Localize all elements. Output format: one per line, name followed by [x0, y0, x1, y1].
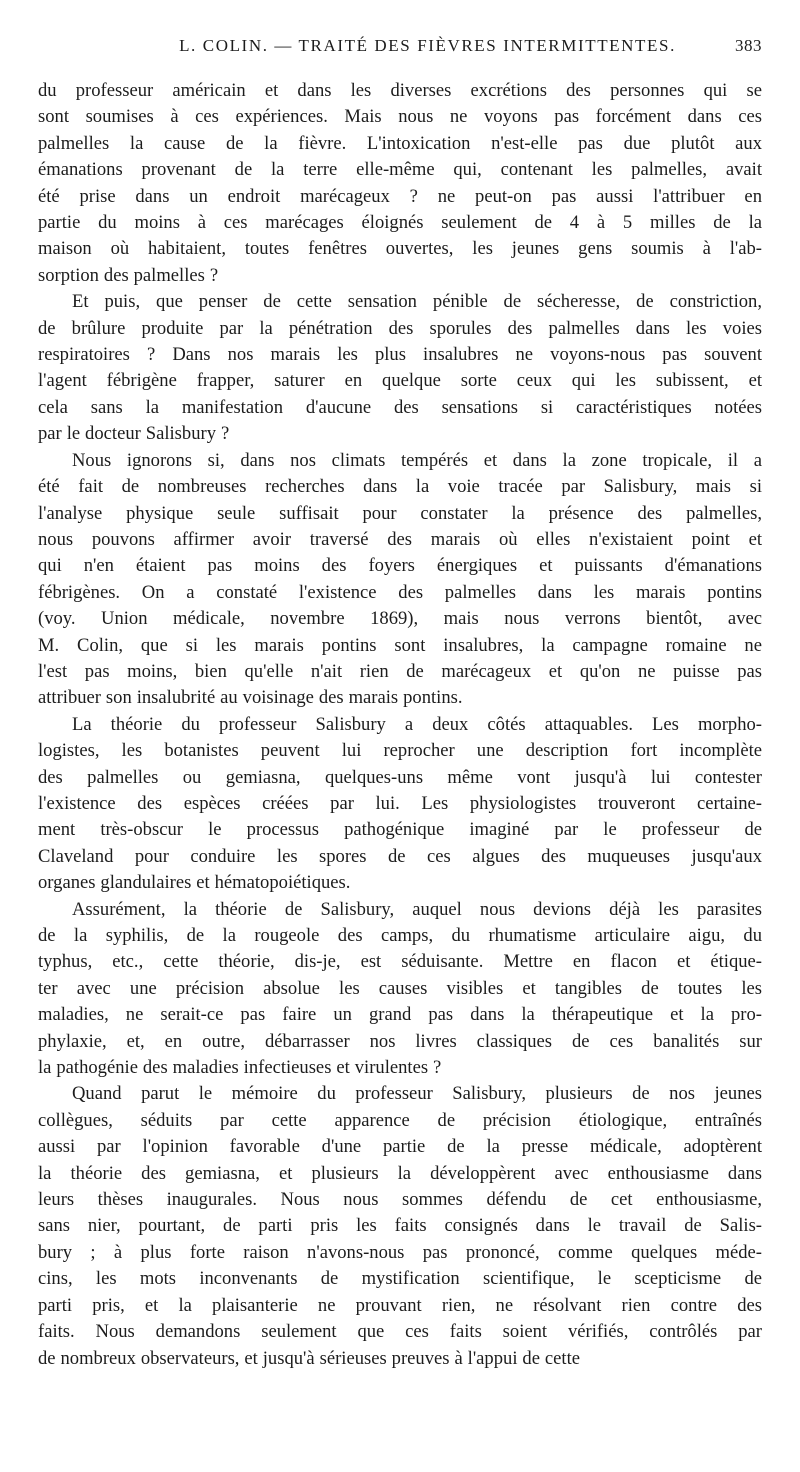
text-line: bury ; à plus forte raison n'avons-nous pas prononcé, comme quelques méde-: [38, 1241, 762, 1263]
text-line: fébrigènes. On a constaté l'existence des palmelles dans les marais pontins: [38, 581, 762, 603]
text-line: logistes, les botanistes peuvent lui reprocher une description fort incomplète: [38, 740, 762, 762]
text-line: maladies, ne serait-ce pas faire un grand pas dans la thérapeutique et la pro-: [38, 1004, 762, 1026]
text-line: des palmelles ou gemiasna, quelques-uns même vont jusqu'à lui contester: [38, 766, 762, 788]
paragraph: [38, 448, 762, 712]
text-line: attribuer son insalubrité au voisinage des marais pontins.: [38, 687, 463, 709]
text-line: Et puis, que penser de cette sensation pénible de sécheresse, de constriction,: [72, 291, 762, 313]
paragraph: [38, 897, 762, 1082]
text-line: Assurément, la théorie de Salisbury, auquel nous devions déjà les parasites: [72, 898, 762, 920]
text-line: collègues, séduits par cette apparence de précision étiologique, entraînés: [38, 1109, 762, 1131]
running-title: L. COLIN. — TRAITÉ DES FIÈVRES INTERMITTENTES.: [179, 36, 676, 55]
text-line: Quand parut le mémoire du professeur Salisbury, plusieurs de nos jeunes: [72, 1083, 762, 1105]
text-line: typhus, etc., cette théorie, dis-je, est séduisante. Mettre en flacon et étique-: [38, 951, 762, 973]
text-line: qui n'en étaient pas moins des foyers énergiques et puissants d'émanations: [38, 555, 762, 577]
text-line: ment très-obscur le processus pathogénique imaginé par le professeur de: [38, 819, 762, 841]
paragraph: [38, 78, 762, 289]
text-line: la pathogénie des maladies infectieuses et virulentes ?: [38, 1057, 442, 1079]
text-line: organes glandulaires et hématopoiétiques.: [38, 872, 351, 894]
paragraph: [38, 1081, 762, 1371]
text-line: de nombreux observateurs, et jusqu'à sérieuses preuves à l'appui de cette: [38, 1347, 581, 1369]
text-line: l'analyse physique seule suffisait pour constater la présence des palmelles,: [38, 502, 762, 524]
text-line: phylaxie, et, en outre, débarrasser nos livres classiques de ces banalités sur: [38, 1030, 762, 1052]
text-line: de la syphilis, de la rougeole des camps, du rhumatisme articulaire aigu, du: [38, 925, 762, 946]
text-line: l'existence des espèces créées par lui. Les physiologistes trouveront certaine-: [38, 792, 762, 814]
body-text: [38, 78, 762, 1372]
text-line: palmelles la cause de la fièvre. L'intoxication n'est-elle pas due plutôt aux: [38, 132, 762, 154]
text-line: Claveland pour conduire les spores de ces algues des muqueuses jusqu'aux: [38, 845, 762, 867]
text-line: Nous ignorons si, dans nos climats tempérés et dans la zone tropicale, il a: [72, 449, 762, 471]
text-line: respiratoires ? Dans nos marais les plus insalubres ne voyons-nous pas souvent: [38, 344, 762, 366]
text-line: cins, les mots inconvenants de mystification scientifique, le scepticisme de: [38, 1268, 762, 1290]
paragraph: [38, 289, 762, 447]
text-line: leurs thèses inaugurales. Nous nous sommes défendu de cet enthousiasme,: [38, 1189, 762, 1211]
text-line: ter avec une précision absolue les causes visibles et tangibles de toutes les: [38, 977, 762, 999]
text-line: aussi par l'opinion favorable d'une partie de la presse médicale, adoptèrent: [38, 1136, 762, 1158]
text-line: de brûlure produite par la pénétration des sporules des palmelles dans les voies: [38, 317, 762, 339]
text-line: M. Colin, que si les marais pontins sont insalubres, la campagne romaine ne: [38, 634, 762, 656]
text-line: par le docteur Salisbury ?: [38, 423, 230, 445]
text-line: faits. Nous demandons seulement que ces faits soient vérifiés, contrôlés par: [38, 1321, 762, 1343]
text-line: été prise dans un endroit marécageux ? ne peut-on pas aussi l'attribuer en: [38, 185, 762, 207]
text-line: l'est pas moins, bien qu'elle n'ait rien de marécageux et qu'on ne puisse pas: [38, 660, 762, 682]
paragraph: [38, 712, 762, 897]
text-line: sans nier, pourtant, de parti pris les faits consignés dans le travail de Salis-: [38, 1215, 762, 1237]
text-line: l'agent fébrigène frapper, saturer en quelque sorte ceux qui les subissent, et: [38, 370, 762, 392]
text-line: La théorie du professeur Salisbury a deux côtés attaquables. Les morpho-: [72, 713, 762, 735]
text-line: sont soumises à ces expériences. Mais nous ne voyons pas forcément dans ces: [38, 106, 762, 128]
text-line: cela sans la manifestation d'aucune des sensations si caractéristiques notées: [38, 396, 762, 418]
page-number: 383: [735, 36, 762, 55]
text-line: partie du moins à ces marécages éloignés seulement de 4 à 5 milles de la: [38, 212, 762, 234]
text-line: émanations provenant de la terre elle-même qui, contenant les palmelles, avait: [38, 159, 762, 181]
text-line: nous pouvons affirmer avoir traversé des marais où elles n'existaient point et: [38, 528, 762, 550]
text-line: parti pris, et la plaisanterie ne prouvant rien, ne résolvant rien contre des: [38, 1294, 762, 1316]
text-line: été fait de nombreuses recherches dans la voie tracée par Salisbury, mais si: [38, 476, 762, 498]
text-line: (voy. Union médicale, novembre 1869), mais nous verrons bientôt, avec: [38, 608, 762, 630]
text-line: sorption des palmelles ?: [38, 264, 219, 286]
text-line: la théorie des gemiasna, et plusieurs la développèrent avec enthousiasme dans: [38, 1162, 762, 1184]
running-head: [120, 36, 762, 56]
text-line: maison où habitaient, toutes fenêtres ouvertes, les jeunes gens soumis à l'ab-: [38, 238, 762, 260]
text-line: du professeur américain et dans les diverses excrétions des personnes qui se: [38, 80, 762, 101]
